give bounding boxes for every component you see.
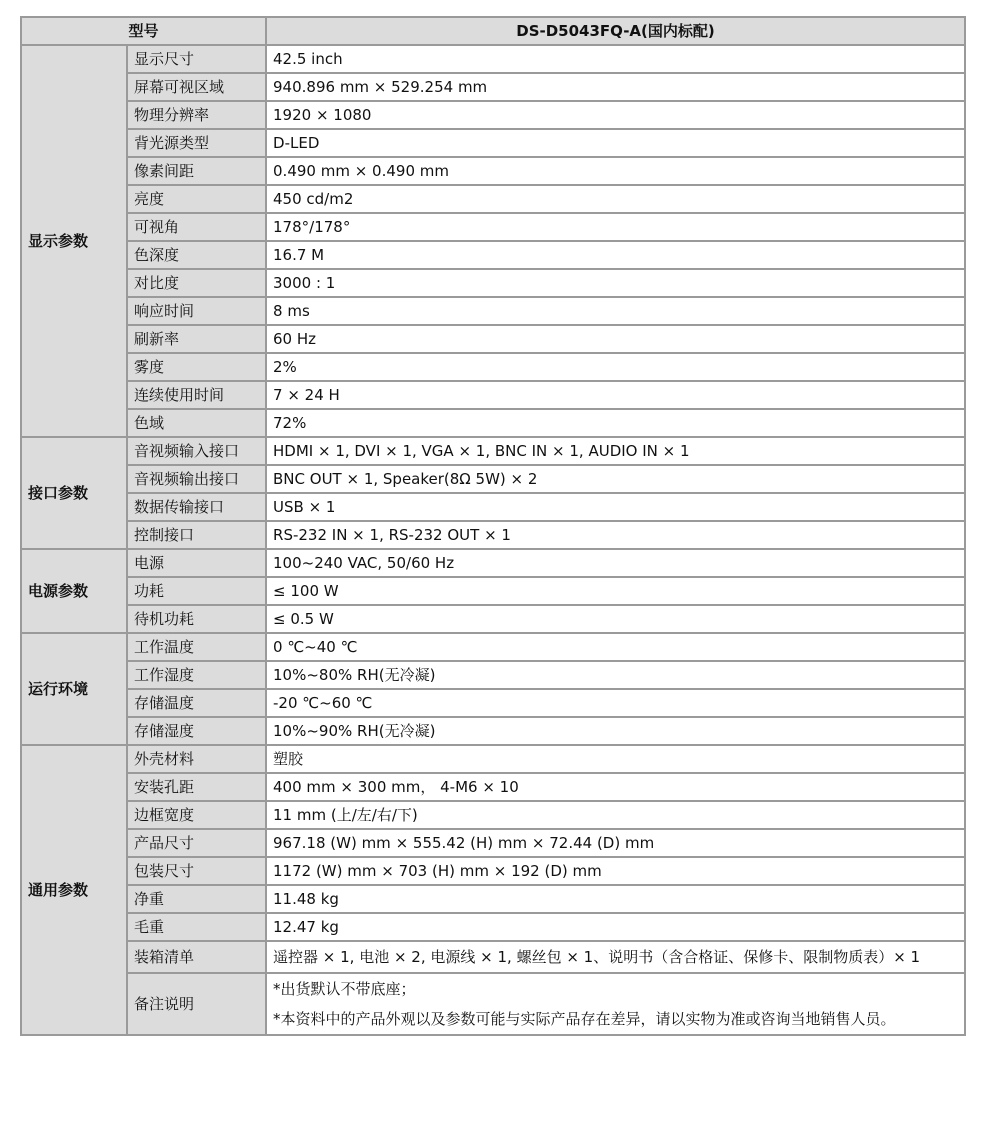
- table-row: [21, 129, 965, 157]
- spec-body: [21, 45, 965, 1035]
- param-value: 0 ℃~40 ℃: [266, 633, 965, 661]
- param-value: 72%: [266, 409, 965, 437]
- param-value: 16.7 M: [266, 241, 965, 269]
- param-value: 8 ms: [266, 297, 965, 325]
- param-name: 刷新率: [127, 325, 266, 353]
- param-value: 3000 : 1: [266, 269, 965, 297]
- note-line: *本资料中的产品外观以及参数可能与实际产品存在差异，请以实物为准或咨询当地销售人员。: [273, 1010, 896, 1028]
- param-name: 音视频输入接口: [127, 437, 266, 465]
- param-name: 存储湿度: [127, 717, 266, 745]
- model-value: DS-D5043FQ-A(国内标配): [266, 17, 965, 45]
- param-value: 1172 (W) mm × 703 (H) mm × 192 (D) mm: [266, 857, 965, 885]
- param-value: 2%: [266, 353, 965, 381]
- param-name: 像素间距: [127, 157, 266, 185]
- param-name: 色域: [127, 409, 266, 437]
- param-name: 色深度: [127, 241, 266, 269]
- param-name: 存储温度: [127, 689, 266, 717]
- param-name: 工作温度: [127, 633, 266, 661]
- param-name: 工作湿度: [127, 661, 266, 689]
- table-row: [21, 45, 965, 73]
- param-name: 毛重: [127, 913, 266, 941]
- spec-table: [20, 16, 966, 1036]
- param-name: 雾度: [127, 353, 266, 381]
- table-row: [21, 913, 965, 941]
- table-row: [21, 605, 965, 633]
- table-row: [21, 101, 965, 129]
- table-row: [21, 829, 965, 857]
- param-name: 屏幕可视区域: [127, 73, 266, 101]
- param-name: 亮度: [127, 185, 266, 213]
- param-value: 11.48 kg: [266, 885, 965, 913]
- table-row: [21, 437, 965, 465]
- param-name: 数据传输接口: [127, 493, 266, 521]
- table-row: [21, 717, 965, 745]
- param-value: 1920 × 1080: [266, 101, 965, 129]
- table-row: [21, 973, 965, 1035]
- param-value: 11 mm (上/左/右/下): [266, 801, 965, 829]
- param-name: 安装孔距: [127, 773, 266, 801]
- note-line: *出货默认不带底座；: [273, 980, 416, 998]
- param-value: HDMI × 1, DVI × 1, VGA × 1, BNC IN × 1, AUDIO IN × 1: [266, 437, 965, 465]
- param-value: D-LED: [266, 129, 965, 157]
- param-name: 待机功耗: [127, 605, 266, 633]
- table-row: [21, 801, 965, 829]
- table-row: [21, 297, 965, 325]
- param-value: 42.5 inch: [266, 45, 965, 73]
- category-cell: 通用参数: [21, 745, 127, 1035]
- table-row: [21, 73, 965, 101]
- table-row: [21, 773, 965, 801]
- param-value: RS-232 IN × 1, RS-232 OUT × 1: [266, 521, 965, 549]
- param-name: 背光源类型: [127, 129, 266, 157]
- param-value: 100~240 VAC, 50/60 Hz: [266, 549, 965, 577]
- category-cell: 显示参数: [21, 45, 127, 437]
- param-value: 450 cd/m2: [266, 185, 965, 213]
- param-value: ≤ 100 W: [266, 577, 965, 605]
- param-value: 塑胶: [266, 745, 965, 773]
- param-value: 7 × 24 H: [266, 381, 965, 409]
- table-row: [21, 885, 965, 913]
- param-name: 对比度: [127, 269, 266, 297]
- param-name: 音视频输出接口: [127, 465, 266, 493]
- table-row: [21, 745, 965, 773]
- param-value: BNC OUT × 1, Speaker(8Ω 5W) × 2: [266, 465, 965, 493]
- param-value: 遥控器 × 1, 电池 × 2, 电源线 × 1, 螺丝包 × 1、说明书（含合格证、保修卡、限制物质表）× 1: [266, 941, 965, 973]
- table-row: [21, 325, 965, 353]
- header-row: [21, 17, 965, 45]
- table-row: [21, 941, 965, 973]
- param-name: 物理分辨率: [127, 101, 266, 129]
- table-row: [21, 353, 965, 381]
- table-row: [21, 493, 965, 521]
- param-value: USB × 1: [266, 493, 965, 521]
- param-name: 显示尺寸: [127, 45, 266, 73]
- param-name: 净重: [127, 885, 266, 913]
- param-name: 功耗: [127, 577, 266, 605]
- param-value: 10%~90% RH(无冷凝): [266, 717, 965, 745]
- param-name: 边框宽度: [127, 801, 266, 829]
- param-name: 连续使用时间: [127, 381, 266, 409]
- model-label: 型号: [21, 17, 266, 45]
- param-name: 外壳材料: [127, 745, 266, 773]
- param-name: 产品尺寸: [127, 829, 266, 857]
- table-row: [21, 409, 965, 437]
- param-name: 包装尺寸: [127, 857, 266, 885]
- table-row: [21, 241, 965, 269]
- param-name: 响应时间: [127, 297, 266, 325]
- param-name: 控制接口: [127, 521, 266, 549]
- table-row: [21, 577, 965, 605]
- table-row: [21, 661, 965, 689]
- table-row: [21, 633, 965, 661]
- param-value: 940.896 mm × 529.254 mm: [266, 73, 965, 101]
- param-name: 可视角: [127, 213, 266, 241]
- category-cell: 接口参数: [21, 437, 127, 549]
- param-value: 967.18 (W) mm × 555.42 (H) mm × 72.44 (D) mm: [266, 829, 965, 857]
- category-cell: 运行环境: [21, 633, 127, 745]
- param-name: 电源: [127, 549, 266, 577]
- table-row: [21, 185, 965, 213]
- param-value: 60 Hz: [266, 325, 965, 353]
- param-value: -20 ℃~60 ℃: [266, 689, 965, 717]
- table-row: [21, 381, 965, 409]
- param-value: [266, 973, 965, 1035]
- table-row: [21, 465, 965, 493]
- param-value: 400 mm × 300 mm， 4-M6 × 10: [266, 773, 965, 801]
- table-row: [21, 157, 965, 185]
- table-row: [21, 269, 965, 297]
- param-value: 0.490 mm × 0.490 mm: [266, 157, 965, 185]
- category-cell: 电源参数: [21, 549, 127, 633]
- table-row: [21, 549, 965, 577]
- param-name: 备注说明: [127, 973, 266, 1035]
- param-name: 装箱清单: [127, 941, 266, 973]
- param-value: ≤ 0.5 W: [266, 605, 965, 633]
- table-row: [21, 857, 965, 885]
- table-row: [21, 521, 965, 549]
- param-value: 12.47 kg: [266, 913, 965, 941]
- param-value: 178°/178°: [266, 213, 965, 241]
- table-row: [21, 213, 965, 241]
- param-value: 10%~80% RH(无冷凝): [266, 661, 965, 689]
- table-row: [21, 689, 965, 717]
